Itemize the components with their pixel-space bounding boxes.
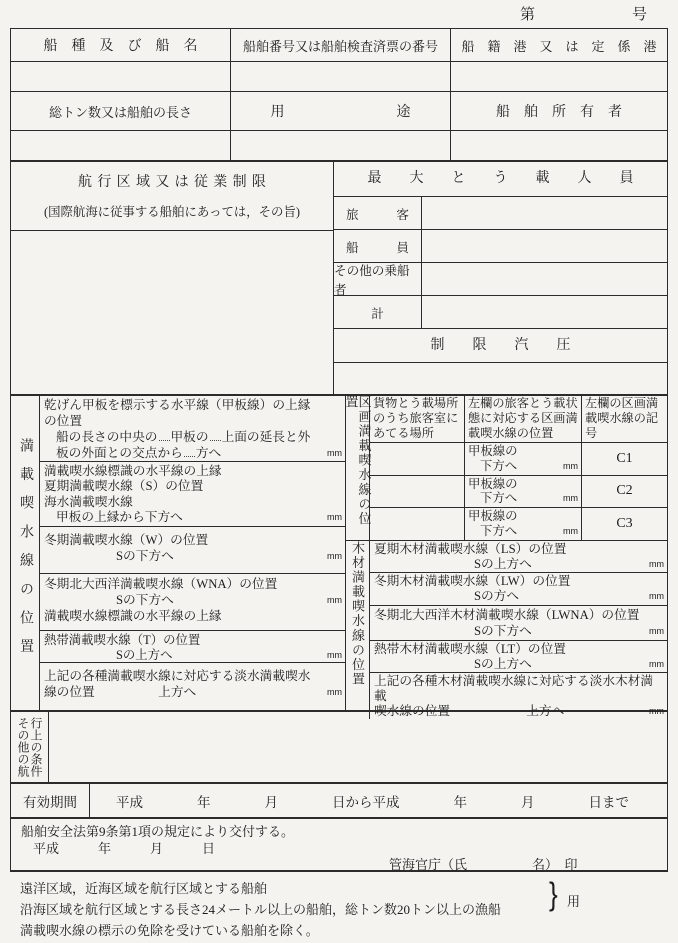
use-field (231, 131, 451, 161)
mm-unit: mm (327, 512, 342, 523)
freeboard-line2: の位置 (44, 414, 83, 428)
ship-type-name-field (11, 62, 231, 92)
issuance-section (10, 817, 668, 872)
other-conditions-label-cell (11, 711, 49, 783)
cargo-space-field (370, 508, 465, 540)
registry-port-header: 船 籍 港 又 は 定 係 港 (451, 29, 667, 62)
registry-port-field (451, 62, 667, 92)
cargo-space-header: 貨物とう載場所のうち旅客室にあてる場所 (370, 395, 465, 442)
compartment-row-c2: 甲板線の 下方へ mm C 2 (370, 476, 667, 509)
other-persons-label: その他の乗船者 (334, 263, 422, 295)
timber-load-line-section (346, 541, 667, 719)
document-number: 第 号 (520, 7, 649, 23)
validity-period-value: 平成 年 月 日から平成 年 月 日まで (116, 794, 629, 810)
mm-unit: mm (649, 706, 664, 716)
tonnage-or-length-field (11, 131, 231, 161)
total-label: 計 (334, 296, 422, 328)
timber-lt-row: 熱帯木材満載喫水線（LT）の位置 Sの上方へ mm (370, 641, 667, 673)
tropical-load-line-cell: 熱帯満載喫水線（T）の位置 Sの上方へ mm (40, 631, 345, 663)
timber-lw-row: 冬期木材満載喫水線（LW）の位置 Sの方へ mm (370, 573, 667, 606)
mark-c1: C 1 (616, 450, 633, 466)
passengers-row (334, 197, 667, 230)
compartment-side-label-cell (343, 395, 372, 540)
validity-period-label: 有効期間 (11, 783, 90, 818)
timber-side-label: 木材満載喫水線の位置 (350, 541, 365, 687)
compartment-header-row (370, 395, 667, 443)
mm-unit: mm (649, 591, 664, 601)
navigation-area-field (11, 231, 333, 395)
dotted-blank (210, 429, 221, 441)
load-line-left-section (11, 395, 346, 711)
ship-identity-table (10, 28, 668, 162)
other-conditions-label-col2: 行上の条件 (29, 717, 43, 777)
compartment-row-c1: 甲板線の 下方へ mm C 1 (370, 443, 667, 476)
ship-number-header: 船舶番号又は船舶検査済票の番号 (231, 29, 451, 62)
owner-header: 船 舶 所 有 者 (451, 92, 667, 131)
mm-unit: mm (649, 559, 664, 569)
mm-unit: mm (649, 659, 664, 669)
cargo-space-field (370, 476, 465, 508)
position-header: 左欄の旅客とう載状態に対応する区画満載喫水線の位置 (465, 395, 582, 442)
compartment-load-line-section (343, 395, 667, 541)
footnote-ocean-coastal: 遠洋区域，近海区域を航行区域とする船舶 (20, 881, 268, 896)
compartment-row-c3: 甲板線の 下方へ mm C 3 (370, 508, 667, 540)
load-line-cells (40, 395, 345, 711)
freeboard-line3: 船の長さの中央の 甲板の 上面の延長と外 (56, 430, 311, 444)
compartment-side-label: 区画満載喫水線の位置 (343, 395, 372, 527)
mm-unit: mm (327, 551, 342, 561)
timber-rows (370, 541, 667, 719)
wna-load-line-cell: 冬期北大西洋満載喫水線（WNA）の位置 Sの下方へ mm 満載喫水線標識の水平線の上縁 (40, 574, 345, 631)
crew-field (422, 230, 667, 262)
freeboard-line1: 乾げん甲板を標示する水平線（甲板線）の上縁 (44, 398, 311, 412)
dotted-blank (159, 429, 170, 441)
timber-fresh-water-row: 上記の各種木材満載喫水線に対応する淡水木材満載 喫水線の位置 上方へ mm (374, 674, 664, 718)
issuance-statement: 船舶安全法第9条第1項の規定により交付する。 (21, 824, 295, 839)
mm-unit: mm (563, 525, 578, 536)
crew-label: 船 員 (334, 230, 422, 262)
footnote-use-label: 用 (567, 894, 581, 909)
dotted-blank (184, 445, 195, 457)
ship-type-name-header: 船 種 及 び 船 名 (11, 29, 231, 62)
other-conditions-field (49, 711, 667, 783)
use-header: 用 途 (231, 92, 451, 131)
mm-unit: mm (563, 493, 578, 504)
winter-load-line-cell: 冬期満載喫水線（W）の位置 Sの下方へ mm (40, 527, 345, 574)
fresh-water-load-line-cell: 上記の各種満載喫水線に対応する淡水満載喫水 線の位置 上方へ mm (44, 669, 342, 699)
max-persons-section (334, 161, 667, 395)
load-line-side-label-cell (11, 395, 40, 711)
boiler-pressure-label: 制 限 汽 圧 (334, 329, 667, 363)
crew-row (334, 230, 667, 263)
mark-c3: C 3 (616, 515, 633, 531)
footnote-coastal-24m: 沿海区域を航行区域とする長さ24メートル以上の船舶，総トン数20トン以上の漁船 (20, 902, 502, 917)
mm-unit: mm (563, 460, 578, 471)
mm-unit: mm (327, 595, 342, 605)
mm-unit: mm (327, 649, 342, 660)
load-line-table (10, 394, 668, 718)
mm-unit: mm (327, 448, 342, 458)
other-persons-row (334, 263, 667, 296)
passengers-field (422, 197, 667, 229)
footnote-brace: } (549, 875, 558, 913)
mm-unit: mm (327, 687, 342, 697)
freeboard-line4: 板の外面との交点から 方へ mm (56, 446, 342, 460)
owner-field (451, 131, 667, 161)
load-line-right-section (343, 395, 667, 718)
freeboard-deck-cell (40, 395, 345, 462)
issuance-date: 平成 年 月 日 (33, 841, 216, 856)
other-conditions-label-col1: その他の航 (16, 717, 30, 777)
other-conditions-row (10, 710, 668, 784)
validity-period-row (10, 782, 668, 819)
summer-load-line-cell: 満載喫水線標識の水平線の上縁 夏期満載喫水線（S）の位置 海水満載喫水線 甲板の上縁から下方へ mm (40, 462, 345, 527)
compartment-grid (370, 395, 667, 540)
total-field (422, 296, 667, 328)
max-persons-title: 最大とう載人員 (334, 161, 667, 197)
timber-lwna-row: 冬期北大西洋木材満載喫水線（LWNA）の位置 Sの下方へ mm (370, 606, 667, 641)
timber-ls-row: 夏期木材満載喫水線（LS）の位置 Sの上方へ mm (370, 541, 667, 573)
footnote-exemption: 満載喫水線の標示の免除を受けている船舶を除く。 (20, 923, 319, 938)
mm-unit: mm (649, 626, 664, 636)
load-line-side-label: 満載喫水線の位置 (18, 438, 33, 668)
navigation-area-section (11, 161, 334, 395)
cargo-space-field (370, 443, 465, 475)
navigation-capacity-table (10, 160, 668, 396)
total-row (334, 296, 667, 329)
passengers-label: 旅 客 (334, 197, 422, 229)
other-persons-field (422, 263, 667, 295)
timber-side-label-cell (346, 541, 370, 719)
mark-c2: C 2 (616, 483, 633, 499)
ship-number-field (231, 62, 451, 92)
tonnage-or-length-header: 総トン数又は船舶の長さ (11, 92, 231, 131)
mark-header: 左欄の区画満載喫水線の記号 (585, 396, 659, 441)
boiler-pressure-field (334, 363, 667, 395)
navigation-area-title: 航行区域又は従業制限 (78, 175, 272, 190)
navigation-area-header (11, 161, 333, 231)
issuing-authority-seal: 管海官庁（氏 名） 印 (389, 857, 578, 872)
international-voyage-note: (国際航海に従事する船舶にあっては，その旨) (44, 205, 300, 219)
